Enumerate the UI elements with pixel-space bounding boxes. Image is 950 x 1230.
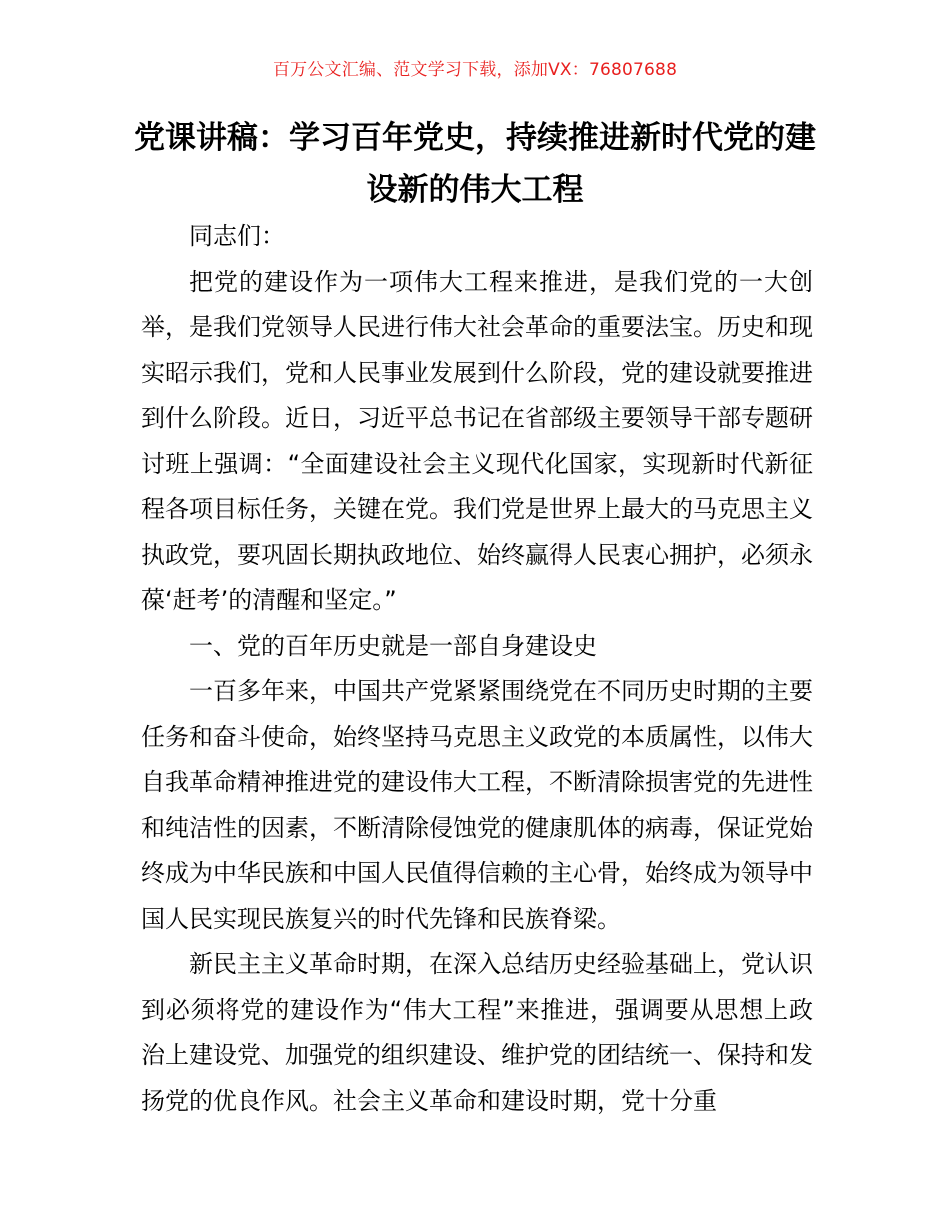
paragraph-new-democratic: 新民主主义革命时期，在深入总结历史经验基础上，党认识到必须将党的建设作为“伟大工程”来推进，强调要从思想上政治上建设党、加强党的组织建设、维护党的团结统一、保持和发扬党的优良作风。社会主义革命和建设时期，党十分重 — [141, 950, 813, 1115]
paragraph-intro: 把党的建设作为一项伟大工程来推进，是我们党的一大创举，是我们党领导人民进行伟大社会革命的重要法宝。历史和现实昭示我们，党和人民事业发展到什么阶段，党的建设就要推进到什么阶段。近日，习近平总书记在省部级主要领导干部专题研讨班上强调：“全面建设社会主义现代化国家，实现新时代新征程各项目标任务，关键在党。我们党是世界上最大的马克思主义执政党，要巩固长期执政地位、始终赢得人民衷心拥护，必须永葆‘赶考’的清醒和坚定。” — [141, 267, 813, 614]
section-heading-1: 一、党的百年历史就是一部自身建设史 — [189, 631, 597, 660]
document-title: 党课讲稿：学习百年党史，持续推进新时代党的建设新的伟大工程 — [134, 120, 816, 208]
header-promo-note: 百万公文汇编、范文学习下载，添加VX：76807688 — [272, 60, 678, 80]
document-body — [141, 214, 813, 1124]
salutation: 同志们： — [189, 222, 285, 250]
paragraph-history: 一百多年来，中国共产党紧紧围绕党在不同历史时期的主要任务和奋斗使命，始终坚持马克思主义政党的本质属性，以伟大自我革命精神推进党的建设伟大工程，不断清除损害党的先进性和纯洁性的因素，不断清除侵蚀党的健康肌体的病毒，保证党始终成为中华民族和中国人民值得信赖的主心骨，始终成为领导中国人民实现民族复兴的时代先锋和民族脊梁。 — [141, 677, 813, 933]
